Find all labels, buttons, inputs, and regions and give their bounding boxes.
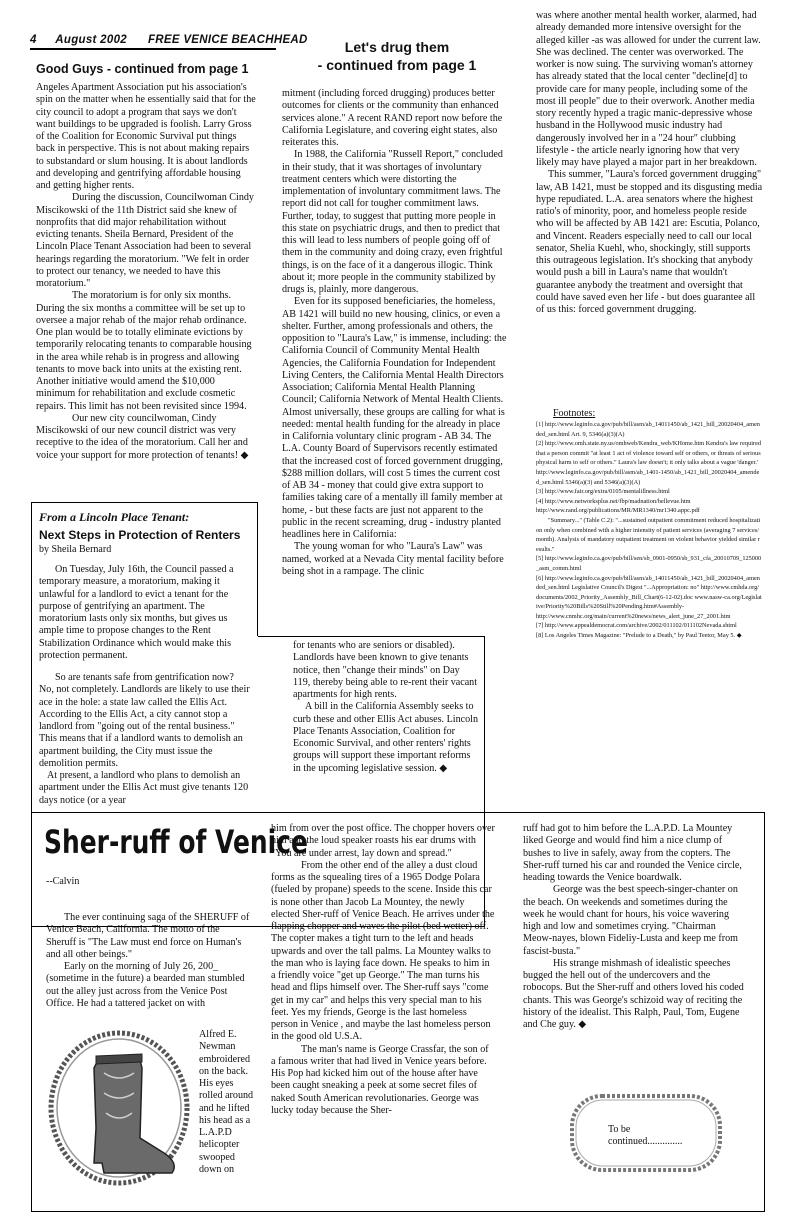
drug-paragraph: Even for its supposed beneficiaries, the homeless, AB 1421 will build no new housing, clinics, or even a shelter. Further, among professionals and others, the opposition to "Laura's Law," is immense, including: the California Council of Community Mental Health Agencies, the California Foundation for Independent Living Centers, the California Mental Health Directors Association; California Mental Health Planning Council; California Network of Mental Health Clients. Almost universally, these groups are calling for what is needed: mental health funding for the already in place in California voluntary clinic program - AB 34. The L.A. County Board of Supervisors recently estimated that the increased cost of forced government drugging, $288 million dollars, will cost 5 times the current cost of AB 34 - money that could give extra support to families taking care of a mentally ill family member at home, - but these facts are just not apparent to the public in the recent screaming, drug - industry planted headlines here in California:: [282, 296, 507, 540]
footnotes-title: Footnotes:: [553, 408, 596, 419]
sherruff-paragraph: George was the best speech-singer-chanter on the beach. On weekends and sometimes during the week he would chant for hours, his voice wavering high and low and sometimes crying. "Chairman Meow-nayes, blown Fideliy-Lusta and keep me from fascist-busta.": [523, 884, 738, 957]
lincoln-continued: [293, 640, 478, 775]
sherruff-col2: [271, 823, 495, 1117]
lincoln-article: [39, 564, 251, 807]
sherruff-paragraph: His strange mishmash of idealistic speeches bugged the hell out of the undercovers and the robocops. But the Sher-ruff and others loved his coded chants. This was George's schizoid way of reciting the history of the idealist. This Ralph, Paul, Tom, Eugene and Che guy. ◆: [523, 957, 744, 1030]
paper-name: FREE VENICE BEACHHEAD: [147, 34, 308, 46]
lincoln-title: Next Steps in Protection of Renters: [39, 528, 241, 542]
drug-article-col3: [536, 10, 764, 316]
footnotes: [536, 420, 762, 792]
sherruff-title-wrap: [44, 823, 308, 863]
footnote: http://www.leginfo.ca.gov/pub/bill/asm/ab_1401-1450/ab_1421_bill_20020404_amended_sen.html 5346(a)(3) and 5346(a)(3)(A): [536, 468, 760, 486]
sherruff-byline: --Calvin: [46, 876, 80, 887]
footnote: [6] http://www.leginfo.ca.gov/pub/bill/asm/ab_14011450/ab_1421_bill_20020404_amended_sen.html Legislative Council's Digest "...Appropriation: no" http://www.cmhda.org/documents/2002_Priority_Assembly_Bill_Chart(6-12-02).doc www.nasw-ca.org/Legislative/Priority%20Bills%20Still%20Pending.htm#Assembly-: [536, 574, 762, 611]
drug-paragraph: was where another mental health worker, alarmed, had already demanded more intensive oversight for the alleged killer -as was allowed for under the current law. She was declined. The center was overworked. The worker is now suing. The surviving woman's attorney has already stated that the local center "decline[d] to provide care for many people, including some of the most ill people" due to their overwork. Another media story recently hyped a tragic manic-depressive whose husband in the Hollywood music industry had dangerously involved her in a "24 hour" clubbing lifestyle - the article nearly ignoring how that very likely may have played a major part in her breakdown.: [536, 10, 761, 168]
good-guys-paragraph: The moratorium is for only six months. During the six months a committee will be set up to oversee a major rehab of the major rehab ordinance. One plan would be to totally eliminate evictions by temporarily relocating tenants to comparable housing in the area while rehab is in progress and allowing tenants to move back into units at the existing rent. Another initiative would amend the $10,000 minimum for rehabilitation and exclude cosmetic repairs. This limit has not been revisited since 1994.: [36, 290, 252, 412]
footnote: [3] http://www.fair.org/extra/0105/mentalillness.html: [536, 488, 670, 496]
header-rule: [30, 48, 276, 50]
tbc-line1: To be: [608, 1124, 631, 1135]
good-guys-title: Good Guys - continued from page 1: [36, 62, 249, 76]
page-number: 4: [30, 34, 37, 46]
sherruff-paragraph: ruff had got to him before the L.A.P.D. La Mountey liked George and would find him a nice clump of bushes to live in safely, away from the copters. The Sher-ruff turned his car and rounded the Venice circle, heading towards the Venice boardwalk.: [523, 823, 742, 883]
sherruff-col1-wrap: Alfred E. Newman embroidered on the back. His eyes rolled around and he lifted his head as a L.A.P.D helicopter swooped down on: [199, 1029, 254, 1175]
drug-paragraph: In 1988, the California "Russell Report," concluded in their study, that it was shortages of involuntary treatment centers which were distorting the implementation of involuntary commitment laws. The report did not call for tougher commitment laws. Further, today, to suggest that putting more people in this state on psychiatric drugs, and then to predict that this will lead to less numbers of people going off of them in the community and doing crazy, even frightful things, is on the face of it a dangerous illogic. Think about it; more people in the community stabilized by drugs is, plainly, more dangerous.: [282, 149, 503, 295]
footnote: [5] http://www.leginfo.ca.gov/pub/bill/sen/sb_0901-0950/sb_931_cfa_20010709_125000_asm_comm.html: [536, 555, 762, 572]
lincoln-box-right: [257, 502, 258, 636]
sherruff-paragraph: him from over the post office. The chopper hovers over him and the loud speaker roasts his ear drums with "You are under arrest, lay down and spread.": [271, 823, 495, 859]
lincoln-paragraph: At present, a landlord who plans to demolish an apartment under the Ellis Act must give tenants 120 days notice (or a year: [39, 770, 249, 806]
sherruff-paragraph: From the other end of the alley a dust cloud forms as the squealing tires of a 1965 Dodge Polara (fueled by propane) speeds to the scene. Inside this car is none other than Jacob La Mountey, the newly elected Sher-ruff of Venice Beach. He arrives under the flapping chopper and waves the pilot (bed wetter) off. The copter makes a tight turn to the left and heads upwards and over the tall palms. La Mountey walks to the man who is laying face down. He speaks to him in a friendly voice "get up George." The man turns his head and flips himself over. The Sher-ruff says "come get in my car" and helps this very special man to his feet. Yes my friends, George is the last homeless person in Venice , and maybe the last homeless person in the good old U.S.A.: [271, 859, 495, 1043]
lincoln-paragraph: On Tuesday, July 16th, the Council passed a temporary measure, a moratorium, making it unlawful for a landlord to evict a tenant for the purpose of gentrifying an apartment. The moratorium lasts only six months, but gives us ample time to propose changes to the Rent Stabilization Ordinance which would make this protection permanent.: [39, 564, 234, 661]
drug-title-line2: - continued from page 1: [317, 57, 477, 73]
cowboy-boot-icon: [44, 1028, 194, 1198]
footnote: [7] http://www.appealdemocrat.com/archive/2002/011102/011102Nevada.shtml: [536, 622, 737, 630]
sherruff-paragraph: Early on the morning of July 26, 200_ (sometime in the future) a bearded man stumbled out the alley just across from the Venice Post Office. He had a tattered jacket on with: [46, 961, 245, 1009]
sherruff-title: Sher-ruff of Venice: [44, 823, 308, 861]
lincoln-kicker: From a Lincoln Place Tenant:: [39, 510, 190, 524]
drug-paragraph: This summer, "Laura's forced government drugging" law, AB 1421, must be stopped and its disgusting media hype repudiated. L.A. area senators where the highest ratio's of minority, poor, and homeless people reside who will be affected by AB 1421 are: Escutia, Polanco, and Vincent. Readers especially need to call our local senator, Shelia Kuehl, who, shockingly, still supports this outrageous legislation. It's shocking that anybody would push a bill in Laura's name that wouldn't guarantee anybody the treatment and oversight that could have saved even her life - but does guarantee all of us this: forced government drugging.: [536, 169, 763, 315]
drug-article-col2: [282, 88, 507, 578]
lincoln-header: [39, 510, 255, 555]
lincoln-box-notch: [258, 636, 484, 637]
drug-title: [282, 38, 512, 74]
lincoln-byline: by Sheila Bernard: [39, 544, 112, 555]
drug-paragraph: mitment (including forced drugging) produces better outcomes for clients or the community than enhanced services alone." A recent RAND report now before the California Legislature, and covering eight states, also reiterates this.: [282, 88, 503, 148]
footnote: [8] Los Angeles Times Magazine: "Prelude to a Death," by Paul Teetor, May 5. ◆: [536, 632, 742, 640]
good-guys-paragraph: Our new city councilwoman, Cindy Miscikowski of our new council district was very receptive to the idea of the moratorium. Call her and voice your support for more protection of tenants! ◆: [36, 412, 249, 461]
footnote: "Summary..." (Table C.2): "...sustained outpatient commitment reduced hospitalization only when combined with a higher intensity of patient services (averaging 7 services/month). Analysis of mandatory outpatient treatment on violent behavior yielded similar results.": [536, 516, 761, 553]
good-guys-article: [36, 82, 256, 462]
footnote: http://www.cnmhc.org/main/current%20news/news_alert_june_27_2001.htm: [536, 612, 731, 620]
sherruff-col3: [523, 823, 747, 1031]
to-be-continued: [608, 1124, 682, 1148]
footnote: [2] http://www.omh.state.ny.us/omhweb/Kendra_web/KHome.htm Kendra's law required that a person commit "at least 1 act of violence toward self or others, or threats of serious physical harm to self or others." Laura's law doesn't; it only talks about a vague 'danger.': [536, 440, 762, 467]
sherruff-paragraph: The ever continuing saga of the SHERUFF of Venice Beach, California. The motto of the Sheruff is "The Law must end force on Human's and all other beings.": [46, 912, 250, 960]
good-guys-paragraph: Angeles Apartment Association put his association's spin on the matter when he essentially said that for the city council to adopt a program that says we don't want buildings to be upgraded is foolish. Larry Gross of the Coalition for Economic Survival put things back in perspective. This is not about making repairs to substandard or slum housing. It is about landlords and developing and gentrifying affordable housing and getting higher rents.: [36, 82, 256, 191]
footnote: [1] http://www.leginfo.ca.gov/pub/bill/asm/ab_14011450/ab_1421_bill_20020404_amended_sen.html Art. 9, 5346(a)(3)(A): [536, 421, 760, 438]
drug-paragraph: The young woman for who "Laura's Law" was named, worked at a Nevada City mental facility before being shot in a rampage. The clinic: [282, 541, 504, 577]
lincoln-paragraph: A bill in the California Assembly seeks to curb these and other Ellis Act abuses. Lincoln Place Tenants Association, Coalition for Economic Survival, and other renters' rights groups will support these important reforms in the upcoming legislative session. ◆: [293, 701, 479, 774]
footnote: [4] http://www.networksplus.net/fbp/madnation/bellevue.htm: [536, 497, 691, 505]
lincoln-paragraph: for tenants who are seniors or disabled). Landlords have been known to give tenants notice, then "change their minds" on Day 119, thereby being able to re-rent their vacant apartments for high rents.: [293, 640, 478, 700]
good-guys-paragraph: During the discussion, Councilwoman Cindy Miscikowski of the 11th District said she knew of nonprofits that did major rehabilitation without evicting tenants. Sheila Bernard, President of the Lincoln Place Tenant Association had been to several hearings regarding the moratorium. "We felt in order to protect our tenancy, we needed to have this moratorium.": [36, 192, 254, 289]
issue-date: August 2002: [55, 34, 127, 46]
page-header: [30, 34, 308, 46]
sherruff-col1: [46, 912, 252, 1010]
footnote: http://www.rand.org/publications/MR/MR1340/mr1340.appc.pdf: [536, 507, 700, 515]
sherruff-paragraph: The man's name is George Crassfar, the son of a famous writer that had lived in Venice years before. His Pop had kicked him out of the house after have been caught sneaking a peek at some secret files of naked South American revolutionaries. George was lucky today because the Sher-: [271, 1043, 489, 1116]
tbc-line2: continued..............: [608, 1136, 683, 1147]
lincoln-paragraph: So are tenants safe from gentrification now? No, not completely. Landlords are likely to use their ace in the hole: a state law called the Ellis Act. According to the Ellis Act, a city cannot stop a landlord from "going out of the rental business." This means that if a landlord wants to demolish an apartment building, the City must issue the demolition permits.: [39, 672, 250, 769]
drug-title-line1: Let's drug them: [344, 39, 450, 55]
